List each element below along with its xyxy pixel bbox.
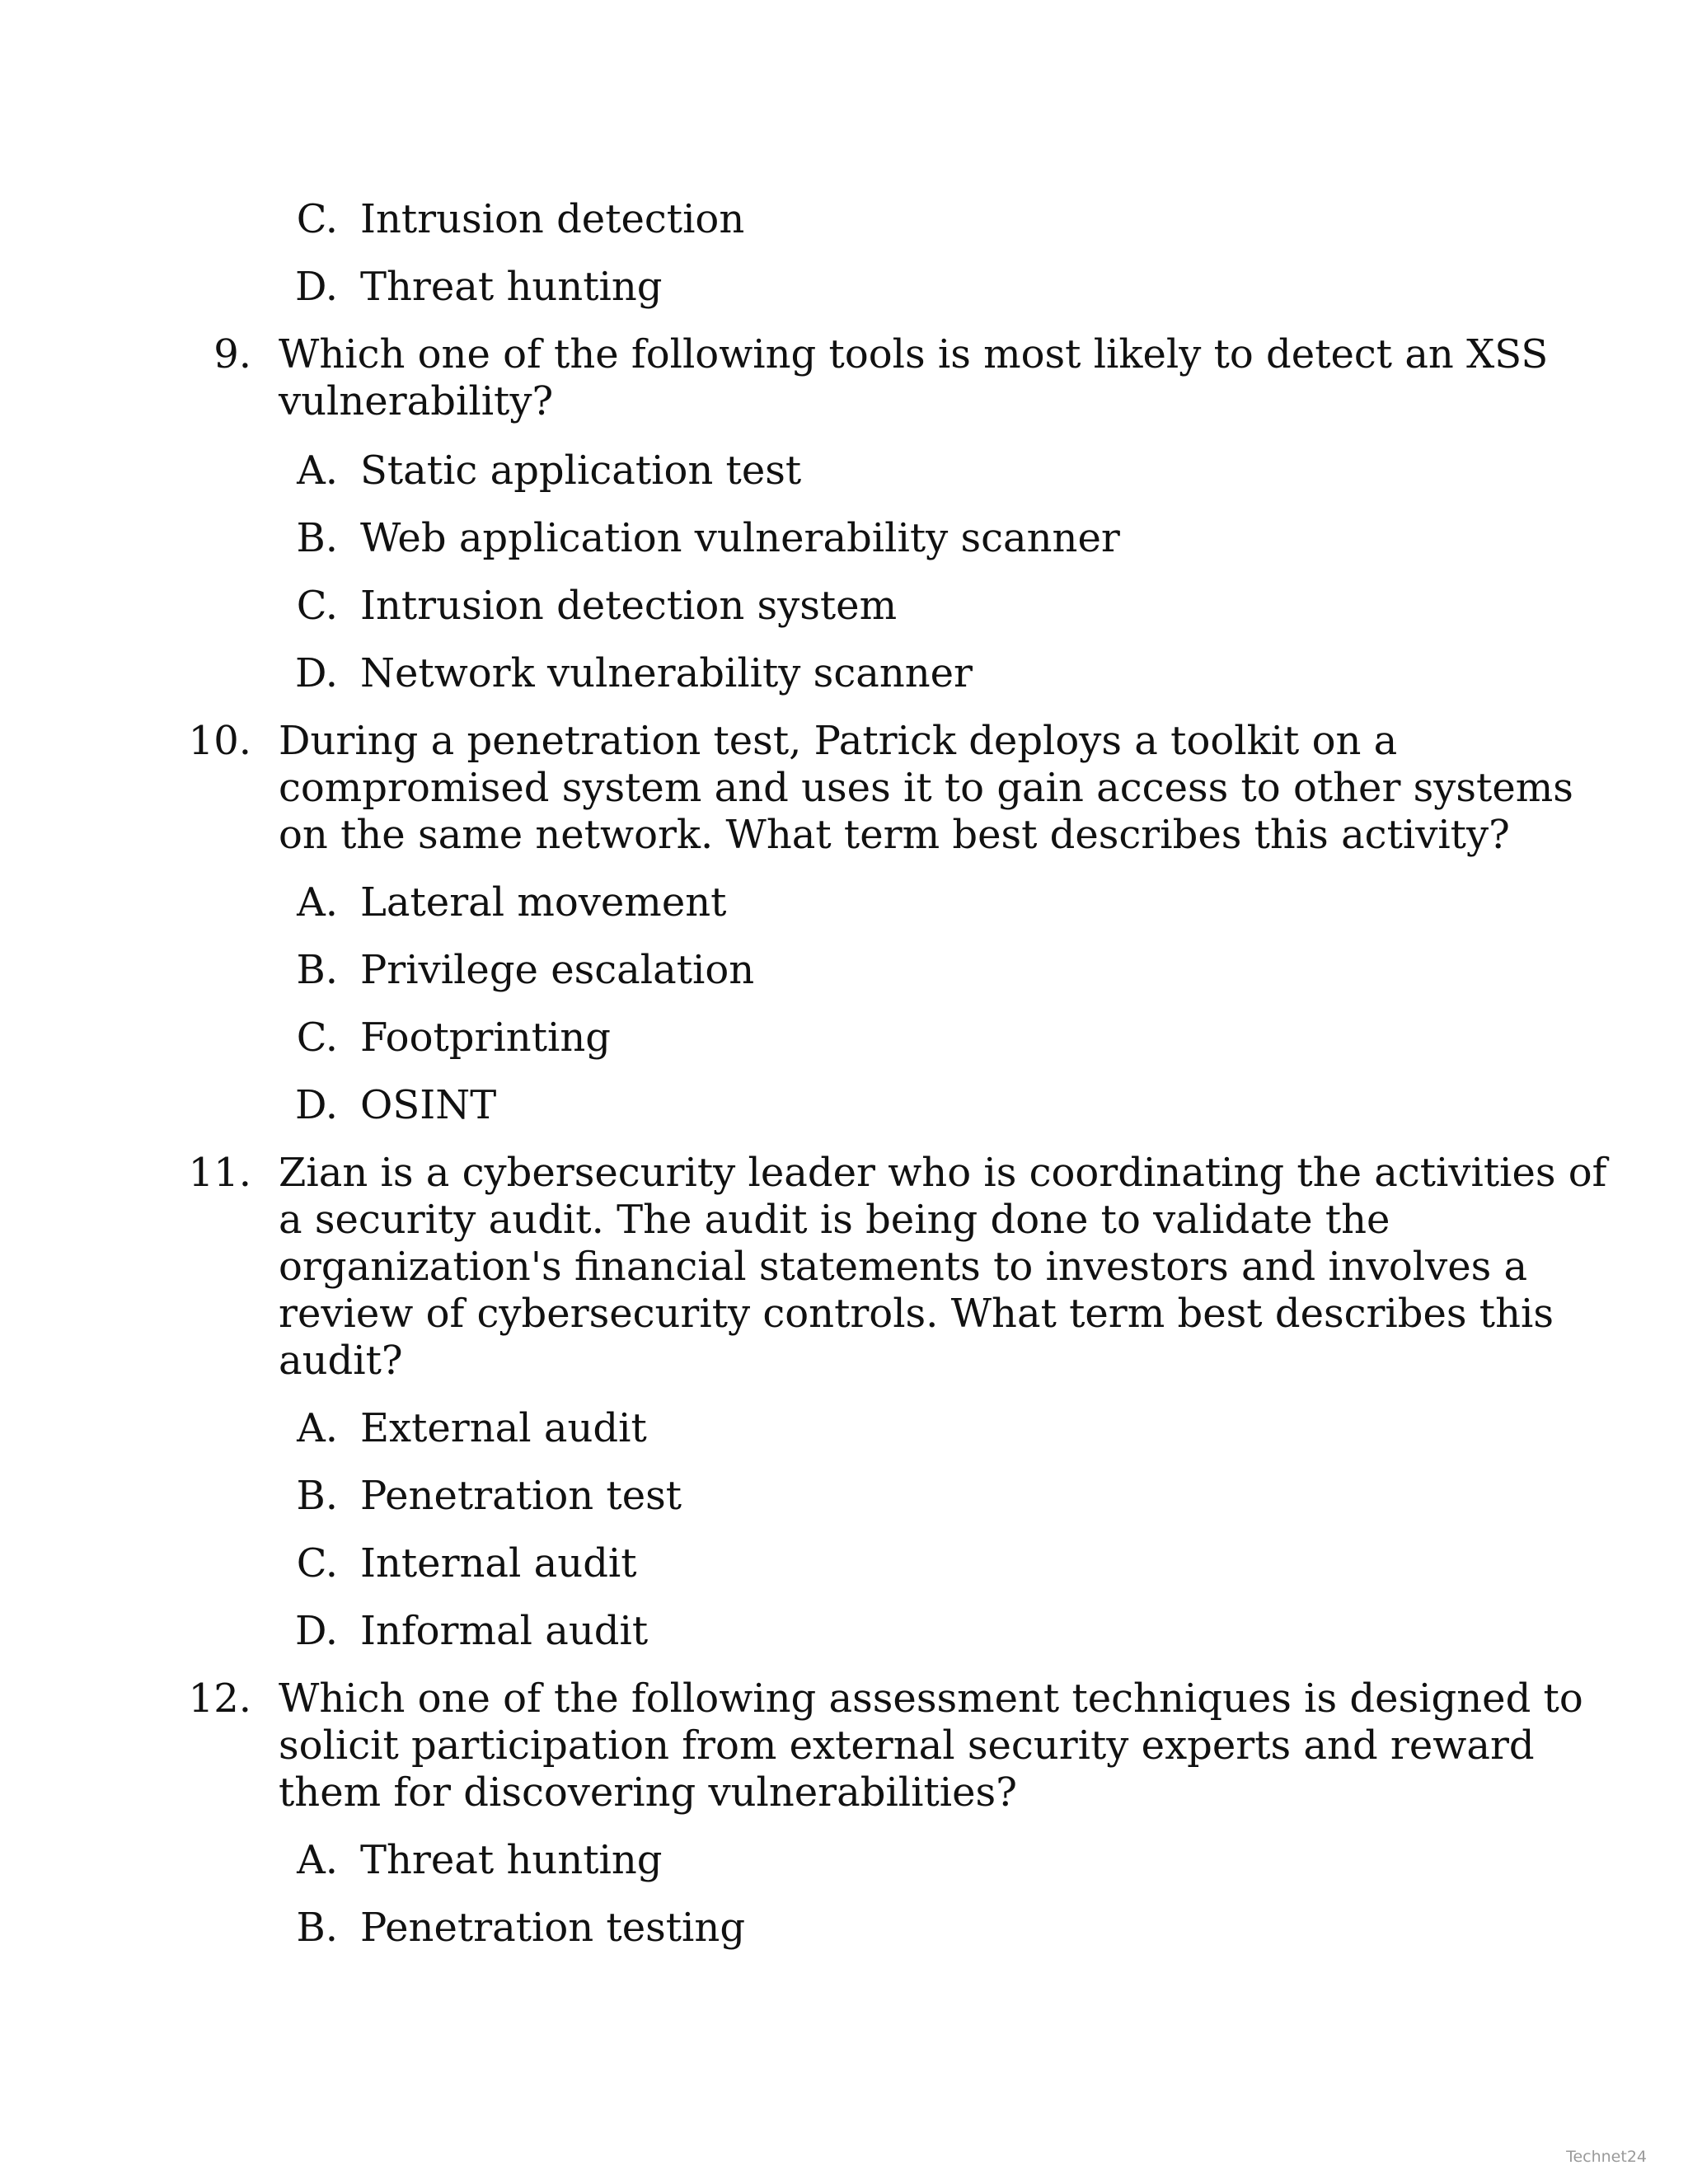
question-text-line: Which one of the following tools is most likely to detect an XSS xyxy=(279,331,1549,377)
option-text: Threat hunting xyxy=(360,1837,663,1883)
option-letter: C. xyxy=(296,583,338,629)
question-number: 9. xyxy=(213,331,251,377)
option-letter: B. xyxy=(296,1473,338,1519)
option-letter: D. xyxy=(294,264,338,310)
question-text-line: on the same network. What term best describes this activity? xyxy=(279,812,1510,858)
question-number: 12. xyxy=(188,1675,251,1722)
option-letter: C. xyxy=(296,196,338,242)
option-letter: D. xyxy=(294,1082,338,1128)
option-letter: A. xyxy=(297,879,338,926)
question-text-line: solicit participation from external security experts and reward xyxy=(279,1722,1535,1769)
option-letter: A. xyxy=(297,1837,338,1883)
question-text-line: them for discovering vulnerabilities? xyxy=(279,1769,1017,1816)
question-number: 10. xyxy=(188,718,251,764)
option-letter: C. xyxy=(296,1540,338,1586)
question-text-line: audit? xyxy=(279,1338,403,1384)
option-letter: C. xyxy=(296,1015,338,1061)
option-letter: B. xyxy=(296,947,338,993)
question-text-line: a security audit. The audit is being done to validate the xyxy=(279,1197,1390,1243)
watermark-text: Technet24 xyxy=(1566,2148,1647,2166)
option-letter: A. xyxy=(297,448,338,494)
option-text: Penetration testing xyxy=(360,1905,746,1951)
option-text: Intrusion detection xyxy=(360,196,745,242)
option-text: Lateral movement xyxy=(360,879,727,926)
option-letter: D. xyxy=(294,1608,338,1654)
question-text-line: vulnerability? xyxy=(279,378,554,424)
question-text-line: organization's financial statements to investors and involves a xyxy=(279,1244,1528,1290)
option-text: Penetration test xyxy=(360,1473,682,1519)
option-text: Internal audit xyxy=(360,1540,637,1586)
question-text-line: Which one of the following assessment techniques is designed to xyxy=(279,1675,1583,1722)
option-text: Informal audit xyxy=(360,1608,649,1654)
question-text-line: review of cybersecurity controls. What term best describes this xyxy=(279,1291,1554,1337)
question-text-line: compromised system and uses it to gain access to other systems xyxy=(279,765,1573,811)
option-letter: B. xyxy=(296,515,338,561)
question-text-line: During a penetration test, Patrick deploys a toolkit on a xyxy=(279,718,1398,764)
option-text: Web application vulnerability scanner xyxy=(360,515,1120,561)
option-text: Privilege escalation xyxy=(360,947,755,993)
question-text-line: Zian is a cybersecurity leader who is coordinating the activities of xyxy=(279,1150,1607,1196)
option-letter: D. xyxy=(294,650,338,696)
option-letter: A. xyxy=(297,1405,338,1451)
question-number: 11. xyxy=(188,1150,251,1196)
option-text: Threat hunting xyxy=(360,264,663,310)
option-text: OSINT xyxy=(360,1082,497,1128)
option-letter: B. xyxy=(296,1905,338,1951)
option-text: External audit xyxy=(360,1405,647,1451)
option-text: Intrusion detection system xyxy=(360,583,898,629)
option-text: Static application test xyxy=(360,448,802,494)
option-text: Footprinting xyxy=(360,1015,611,1061)
option-text: Network vulnerability scanner xyxy=(360,650,973,696)
